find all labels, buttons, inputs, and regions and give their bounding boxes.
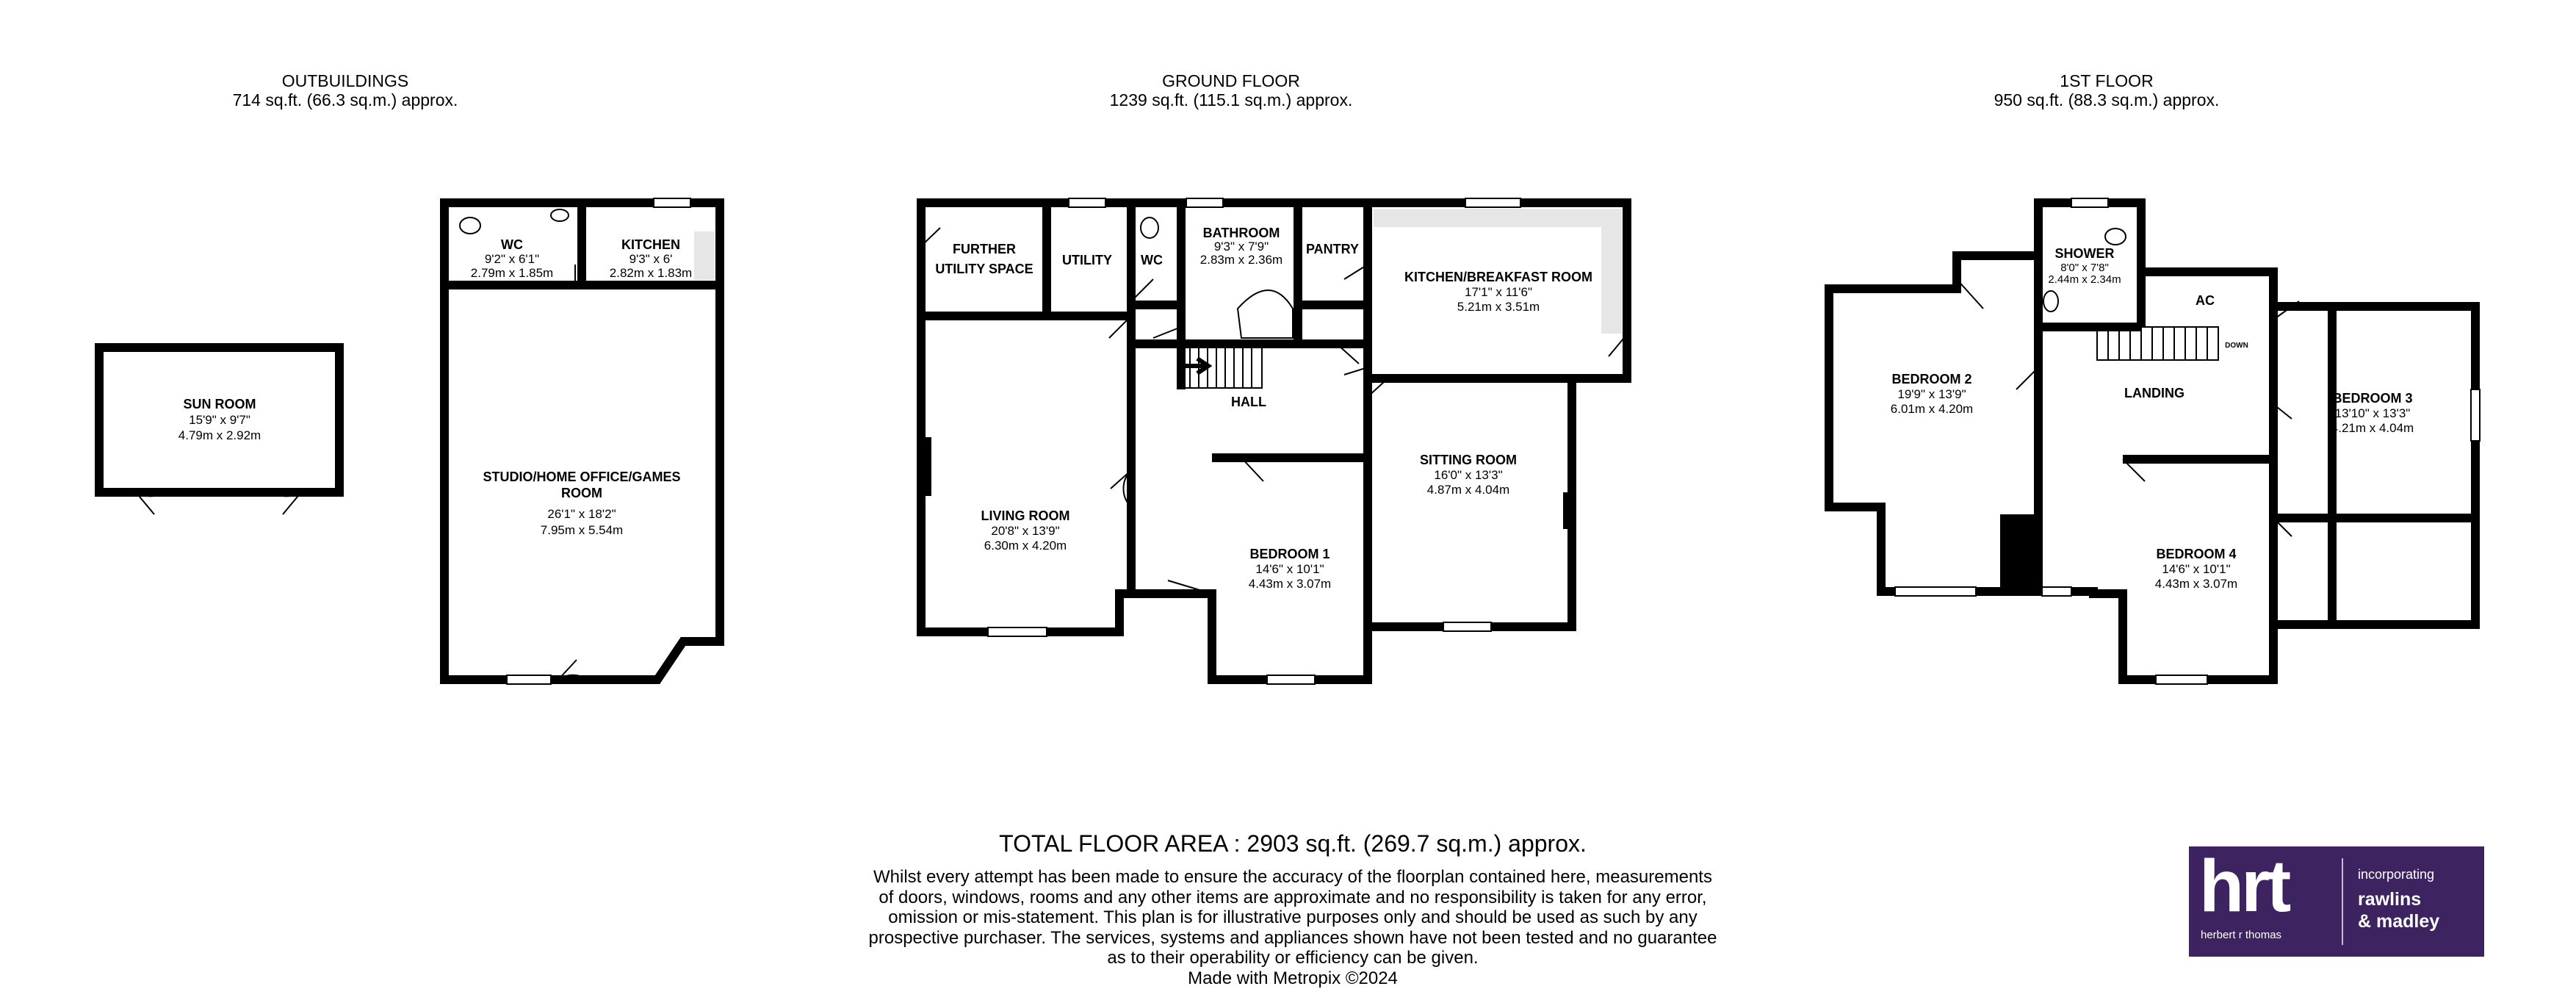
hrt-logo xyxy=(2189,846,2484,957)
bathroom-label: BATHROOM xyxy=(1202,226,1280,240)
sitting-room-label: SITTING ROOM xyxy=(1420,453,1517,467)
kitchen-breakfast-imperial: 17'1" x 11'6" xyxy=(1465,285,1532,299)
living-room-imperial: 20'8" x 13'9" xyxy=(991,524,1060,538)
logo-partner-line1: rawlins xyxy=(2358,889,2422,910)
bedroom2-metric: 6.01m x 4.20m xyxy=(1890,402,1974,416)
wc-outbuilding-label: WC xyxy=(501,237,523,252)
bedroom3-imperial: 13'10" x 13'3" xyxy=(2334,406,2411,420)
logo-incorporating: incorporating xyxy=(2358,867,2435,882)
studio-imperial: 26'1" x 18'2" xyxy=(547,507,616,521)
made-with-credit: Made with Metropix ©2024 xyxy=(1188,968,1398,988)
bedroom3-metric: 4.21m x 4.04m xyxy=(2331,421,2414,435)
first-floor-walls xyxy=(1829,203,2475,680)
kitchen-outbuilding-label: KITCHEN xyxy=(621,237,680,252)
total-floor-area: TOTAL FLOOR AREA : 2903 sq.ft. (269.7 sq.m.) approx. xyxy=(999,830,1587,857)
sitting-room-metric: 4.87m x 4.04m xyxy=(1426,483,1510,497)
outbuildings-title: OUTBUILDINGS xyxy=(281,71,409,90)
disclaimer-line: prospective purchaser. The services, systems and appliances shown have not been tested and no guarantee xyxy=(868,927,1717,948)
wc-outbuilding-imperial: 9'2" x 6'1" xyxy=(484,252,540,266)
disclaimer-line: of doors, windows, rooms and any other items are approximate and no responsibility is taken for any error, xyxy=(878,887,1707,907)
logo-mark: hrt xyxy=(2199,845,2289,927)
first-stairs xyxy=(2097,327,2218,360)
logo-divider xyxy=(2342,858,2343,945)
bedroom4-metric: 4.43m x 3.07m xyxy=(2154,577,2238,591)
bedroom4-imperial: 14'6" x 10'1" xyxy=(2162,562,2231,576)
kitchen-breakfast-metric: 5.21m x 3.51m xyxy=(1457,300,1540,314)
sun-room-metric: 4.79m x 2.92m xyxy=(178,428,261,442)
kitchen-outbuilding-metric: 2.82m x 1.83m xyxy=(609,266,693,280)
logo-subtitle: herbert r thomas xyxy=(2201,929,2282,941)
ground-floor-area: 1239 sq.ft. (115.1 sq.m.) approx. xyxy=(1109,90,1353,109)
kitchen-outbuilding-imperial: 9'3" x 6' xyxy=(629,252,673,266)
sun-room-imperial: 15'9" x 9'7" xyxy=(189,413,250,427)
stairs-down-label: DOWN xyxy=(2225,342,2248,350)
shower-metric: 2.44m x 2.34m xyxy=(2048,273,2121,286)
studio-label-line1: STUDIO/HOME OFFICE/GAMES xyxy=(483,470,681,484)
bedroom2-imperial: 19'9" x 13'9" xyxy=(1897,387,1966,401)
studio-metric: 7.95m x 5.54m xyxy=(540,523,624,537)
further-utility-label-line2: UTILITY SPACE xyxy=(935,262,1033,276)
bedroom1-metric: 4.43m x 3.07m xyxy=(1248,577,1332,591)
bathroom-metric: 2.83m x 2.36m xyxy=(1199,253,1283,267)
kitchen-counter xyxy=(1374,209,1622,227)
pantry-label: PANTRY xyxy=(1306,242,1359,256)
further-utility-label-line1: FURTHER xyxy=(953,242,1016,256)
bedroom4-label: BEDROOM 4 xyxy=(2156,547,2237,561)
disclaimer xyxy=(823,867,1763,988)
bedroom2-label: BEDROOM 2 xyxy=(1891,372,1972,386)
bedroom3-label: BEDROOM 3 xyxy=(2332,391,2413,406)
living-room-metric: 6.30m x 4.20m xyxy=(984,539,1067,553)
bathroom-imperial: 9'3" x 7'9" xyxy=(1213,240,1269,253)
landing-label: LANDING xyxy=(2124,386,2184,400)
ground-floor-title: GROUND FLOOR xyxy=(1162,71,1300,90)
outbuilding-kitchen-counter xyxy=(694,231,715,280)
outbuildings-area: 714 sq.ft. (66.3 sq.m.) approx. xyxy=(232,90,458,109)
living-fireplace xyxy=(923,437,931,496)
disclaimer-line: omission or mis-statement. This plan is for illustrative purposes only and should be used as such by any xyxy=(888,907,1698,927)
disclaimer-line: Whilst every attempt has been made to ensure the accuracy of the floorplan contained here, measurements xyxy=(873,867,1712,887)
chimney-breast xyxy=(2000,514,2035,588)
wc-ground-label: WC xyxy=(1141,253,1163,267)
sitting-fireplace xyxy=(1563,492,1572,529)
utility-label: UTILITY xyxy=(1062,253,1112,267)
sitting-room-imperial: 16'0" x 13'3" xyxy=(1434,468,1503,482)
bedroom1-label: BEDROOM 1 xyxy=(1249,547,1330,561)
kitchen-counter-side xyxy=(1601,209,1622,334)
living-room-label: LIVING ROOM xyxy=(981,508,1070,523)
wc-outbuilding-metric: 2.79m x 1.85m xyxy=(470,266,554,280)
first-floor-area: 950 sq.ft. (88.3 sq.m.) approx. xyxy=(1994,90,2220,109)
shower-label: SHOWER xyxy=(2054,246,2115,261)
studio-label-line2: ROOM xyxy=(561,486,602,500)
shower-imperial: 8'0" x 7'8" xyxy=(2060,262,2109,274)
sun-room-label: SUN ROOM xyxy=(183,397,256,411)
ac-label: AC xyxy=(2196,293,2215,308)
kitchen-breakfast-label: KITCHEN/BREAKFAST ROOM xyxy=(1404,270,1592,284)
first-floor-title: 1ST FLOOR xyxy=(2060,71,2154,90)
hall-label: HALL xyxy=(1231,395,1266,409)
logo-partner-line2: & madley xyxy=(2358,911,2440,932)
bedroom1-imperial: 14'6" x 10'1" xyxy=(1255,562,1324,576)
disclaimer-line: as to their operability or efficiency can be given. xyxy=(1107,948,1479,968)
